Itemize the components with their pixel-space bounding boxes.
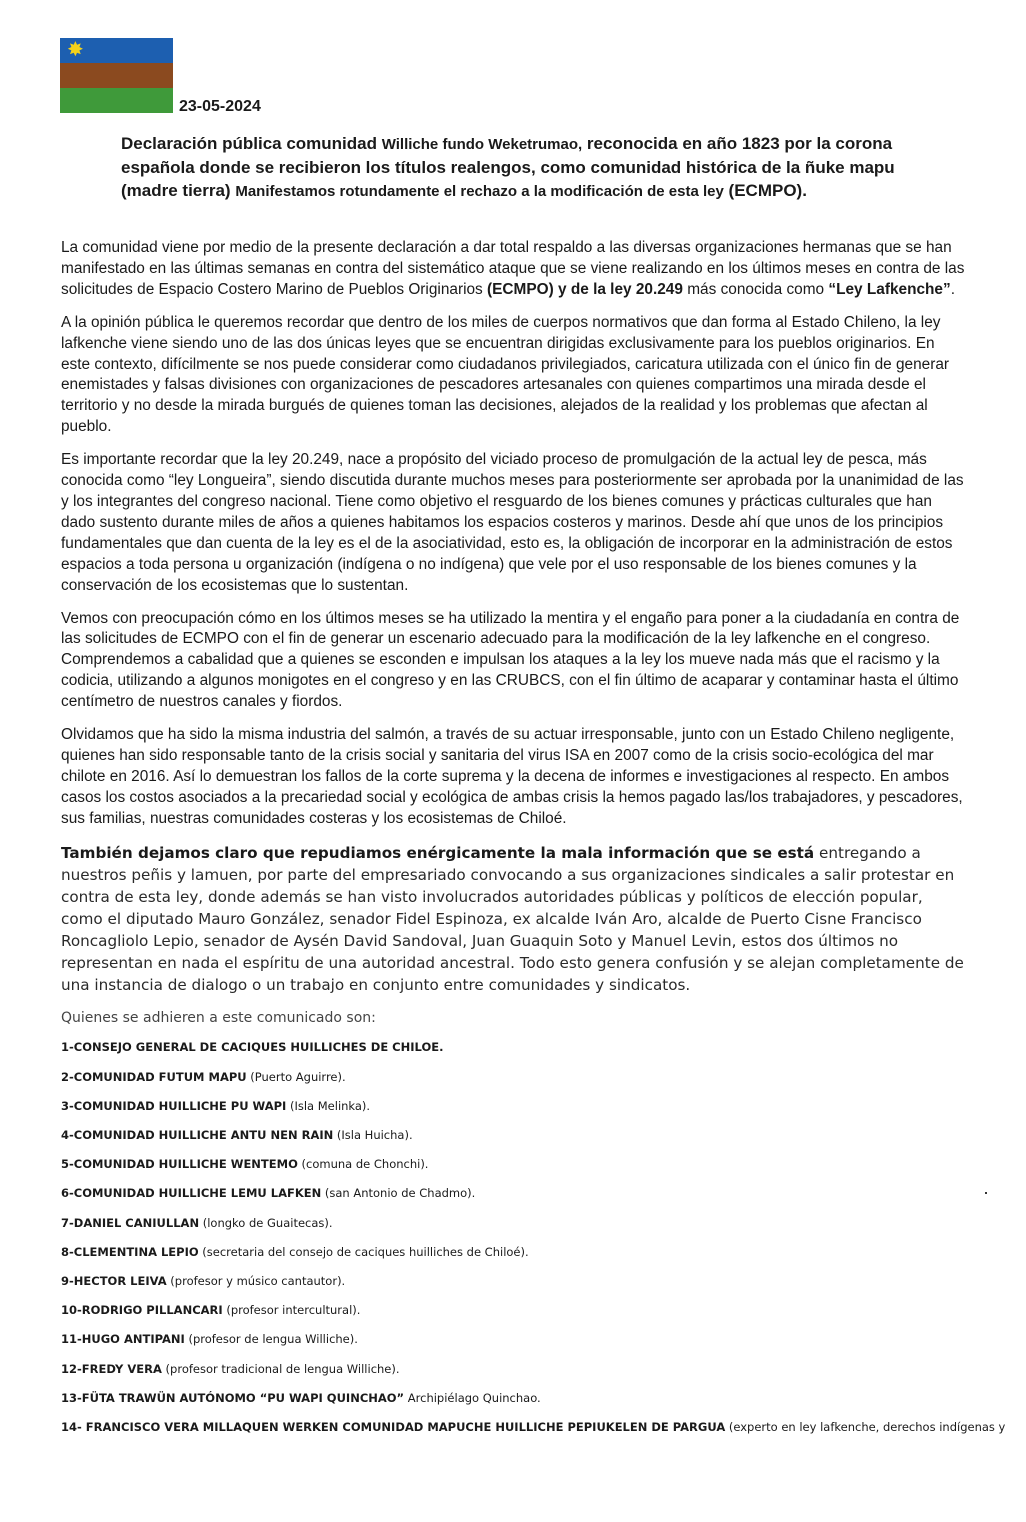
paragraph-1: La comunidad viene por medio de la presente declaración a dar total respaldo a las diversas organizaciones hermanas que se han manifestado en las últimas semanas en contra del sistemático ataque que se viene realizando en los últimos meses en contra de las solicitudes de Espacio Costero Marino de Pueblos Originarios (ECMPO) y de la ley 20.249 más conocida como “Ley Lafkenche”. <box>61 239 965 298</box>
paragraph-6: También dejamos claro que repudiamos enérgicamente la mala información que se está entregando a nuestros peñis y lamuen, por parte del empresariado convocando a sus organizaciones sindicales a salir protestar en contra de esta ley, donde además se han visto involucrados autoridades públicas y políticos de elección popular, como el diputado Mauro González, senador Fidel Espinoza, ex alcalde Iván Aro, alcalde de Puerto Cisne Francisco Roncagliolo Lepio, senador de Aysén David Sandoval, Juan Guaquin Soto y Manuel Levin, estos dos últimos no representan en nada el espíritu de una autoridad ancestral. Todo esto genera confusión y se alejan completamente de una instancia de dialogo o un trabajo en conjunto entre comunidades y sindicatos. <box>61 843 964 994</box>
paragraph-4: Vemos con preocupación cómo en los últimos meses se ha utilizado la mentira y el engaño para poner a la ciudadanía en contra de las solicitudes de ECMPO con el fin de generar un escenario adecuado para la modificación de la ley lafkenche en el congreso. Comprendemos a cabalidad que a quienes se esconden e impulsan los ataques a la ley los mueve nada más que el racismo y la codicia, utilizando a algunos monigotes en el congreso y en las CRUBCS, con el fin último de acaparar y contaminar hasta el último centímetro de nuestros canales y fiordos. <box>61 609 960 711</box>
paragraph-5: Olvidamos que ha sido la misma industria del salmón, a través de su actuar irresponsable, junto con un Estado Chileno negligente, quienes han sido responsable tanto de la crisis social y sanitaria del virus ISA en 2007 como de la crisis socio-ecológica del mar chilote en 2016. Así lo demuestran los fallos de la corte suprema y la decena de informes e investigaciones al respecto. En ambos casos los costos asociados a la precariedad social y ecológica de ambas crisis la hemos pagado las/los trabajadores, y pescadores, sus familias, nuestras comunidades costeras y los ecosistemas de Chiloé. <box>61 726 963 827</box>
adherents-heading: Quienes se adhieren a este comunicado son: <box>61 1009 376 1026</box>
list-item: 14- FRANCISCO VERA MILLAQUEN WERKEN COMUNIDAD MAPUCHE HUILLICHE PEPIUKELEN DE PARGUA (experto en ley lafkenche, derechos indígenas y <box>61 1419 1006 1434</box>
list-item: 11-HUGO ANTIPANI (profesor de lengua Williche). <box>61 1332 358 1347</box>
adherents-list <box>61 1036 1006 1445</box>
sun-icon: ✸ <box>67 39 84 61</box>
stray-mark <box>985 1192 987 1194</box>
list-item: 12-FREDY VERA (profesor tradicional de lengua Williche). <box>61 1361 400 1376</box>
declaration-title: Declaración pública comunidad Williche fundo Weketrumao, reconocida en año 1823 por la corona española donde se recibieron los títulos realengos, como comunidad histórica de la ñuke mapu (madre tierra) Manifestamos rotundamente el rechazo a la modificación de esta ley (ECMPO). <box>121 134 895 200</box>
list-item: 5-COMUNIDAD HUILLICHE WENTEMO (comuna de Chonchi). <box>61 1157 429 1172</box>
list-item: 10-RODRIGO PILLANCARI (profesor intercultural). <box>61 1303 361 1318</box>
list-item: 3-COMUNIDAD HUILLICHE PU WAPI (Isla Melinka). <box>61 1098 371 1113</box>
paragraph-3: Es importante recordar que la ley 20.249, nace a propósito del viciado proceso de promulgación de la actual ley de pesca, más conocida como “ley Longueira”, siendo discutida durante muchos meses para posteriormente ser aprobada por la unanimidad de las y los integrantes del congreso nacional. Tiene como objetivo el resguardo de los bienes comunes y prácticas culturales que han dado sustento durante miles de años a quienes habitamos los espacios costeros y marinos. Desde ahí que unos de los principios fundamentales que dan cuenta de la ley es el de la asociatividad, esto es, la obligación de incorporar en la administración de estos espacios a toda persona u organización (indígena o no indígena) que vele por el uso responsable de los bienes comunes y la conservación de los ecosistemas que lo sustentan. <box>61 451 964 594</box>
list-item: 9-HECTOR LEIVA (profesor y músico cantautor). <box>61 1273 346 1288</box>
paragraph-2: A la opinión pública le queremos recordar que dentro de los miles de cuerpos normativos que dan forma al Estado Chileno, la ley lafkenche viene siendo uno de las dos únicas leyes que se encuentran dirigidas exclusivamente para los pueblos originarios. En este contexto, difícilmente se nos puede considerar como ciudadanos privilegiados, caricatura utilizada con el único fin de generar enemistades y falsas divisiones con organizaciones de pescadores artesanales con quienes compartimos una mirada desde el territorio y no desde la mirada burgués de quienes toman las decisiones, alejados de la realidad y los problemas que afectan al pueblo. <box>61 313 950 436</box>
williche-flag <box>60 38 173 113</box>
list-item: 1-CONSEJO GENERAL DE CACIQUES HUILLICHES DE CHILOE. <box>61 1040 444 1055</box>
list-item: 6-COMUNIDAD HUILLICHE LEMU LAFKEN (san Antonio de Chadmo). <box>61 1186 476 1201</box>
list-item: 7-DANIEL CANIULLAN (longko de Guaitecas). <box>61 1215 333 1230</box>
declaration-body <box>61 238 1006 1445</box>
list-item: 4-COMUNIDAD HUILLICHE ANTU NEN RAIN (Isla Huicha). <box>61 1128 413 1143</box>
list-item: 8-CLEMENTINA LEPIO (secretaria del consejo de caciques huilliches de Chiloé). <box>61 1244 529 1259</box>
document-date: 23-05-2024 <box>179 98 261 115</box>
list-item: 13-FÜTA TRAWÜN AUTÓNOMO “PU WAPI QUINCHAO” Archipiélago Quinchao. <box>61 1390 541 1405</box>
list-item: 2-COMUNIDAD FUTUM MAPU (Puerto Aguirre). <box>61 1069 346 1084</box>
